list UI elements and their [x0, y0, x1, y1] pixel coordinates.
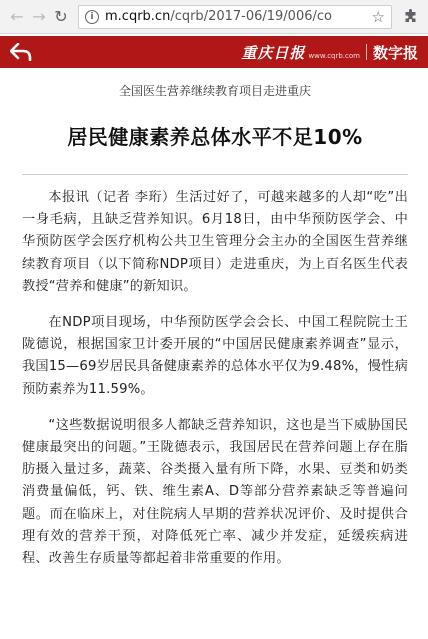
browser-toolbar: [0, 0, 428, 34]
bookmark-star-icon[interactable]: ☆: [371, 7, 385, 26]
logo-url: www.cqrb.com: [308, 52, 360, 60]
newspaper-logo: 重庆日报: [241, 43, 306, 62]
url-text[interactable]: [105, 9, 368, 24]
brand: [241, 42, 418, 63]
back-arrow-icon[interactable]: [8, 39, 34, 65]
article-paragraph: 在NDP项目现场，中华预防医学会会长、中国工程院院士王陇德说，根据国家卫计委开展的“中国居民健康素养调查”显示，我国15—69岁居民具备健康素养的总体水平仅为9.48%，慢性病预防素养为11.59%。: [22, 315, 408, 397]
brand-divider: [366, 44, 367, 60]
browser-forward-icon[interactable]: →: [32, 7, 46, 26]
info-icon[interactable]: i: [85, 10, 99, 24]
section-label: 数字报: [372, 43, 418, 62]
article: [0, 82, 428, 570]
address-bar[interactable]: [78, 5, 392, 29]
url-host: m.cqrb.cn: [105, 9, 171, 24]
article-paragraph: “这些数据说明很多人都缺乏营养知识，这也是当下威胁国民健康最突出的问题。”王陇德表示，我国居民在营养问题上存在脂肪摄入量过多，蔬菜、谷类摄入量有所下降，水果、豆类和奶类消费量偏低，钙、铁、维生素A、D等部分营养素缺乏等普遍问题。而在临床上，对住院病人早期的营养状况评价、及时提供合理有效的营养干预，对降低死亡率、减少并发症，延缓疾病进程、改善生存质量等都起着非常重要的作用。: [22, 417, 408, 567]
article-title: 居民健康素养总体水平不足10%: [67, 125, 363, 149]
title-divider: [22, 174, 408, 175]
reload-icon[interactable]: ↻: [54, 7, 68, 26]
article-paragraph: 本报讯（记者 李珩）生活过好了，可越来越多的人却“吃”出一身毛病，且缺乏营养知识。6月18日，由中华预防医学会、中华预防医学会医疗机构公共卫生管理分会主办的全国医生营养继续教育项目（以下简称NDP项目）走进重庆，为上百名医生代表教授“营养和健康”的新知识。: [22, 190, 408, 294]
article-subtitle: 全国医生营养继续教育项目走进重庆: [118, 84, 311, 98]
browser-back-icon[interactable]: ←: [10, 7, 24, 26]
url-path: /cqrb/2017-06/19/006/co: [170, 9, 332, 24]
site-header: [0, 36, 428, 68]
extension-puzzle-icon[interactable]: [400, 6, 422, 28]
